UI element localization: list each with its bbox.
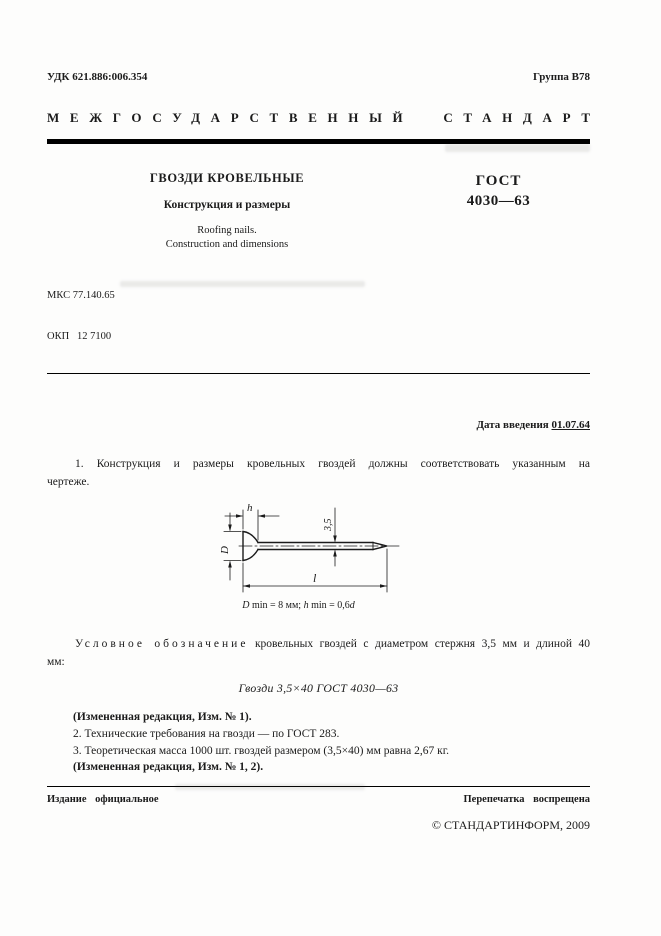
caption-text-1: min = 8 мм;: [249, 599, 304, 611]
document-subtitle: Конструкция и размеры: [163, 199, 291, 211]
reprint-note: Перепечатка воспрещена: [463, 794, 590, 805]
dim-label-D: D: [219, 545, 231, 554]
dim-label-diameter: 3,5: [323, 518, 334, 531]
designation-rest: кровельных гвоздей с диаметром стержня 3,5 мм и длиной 40 мм:: [47, 637, 590, 668]
paragraph-1: 1. Конструкция и размеры кровельных гвоздей должны соответствовать указанным на чертеже.: [47, 457, 590, 489]
dimension-diameter: [323, 508, 337, 566]
title-block: [47, 171, 590, 252]
caption-var-D: D: [242, 599, 250, 611]
designation-label: Условное обозначение: [75, 637, 249, 650]
nail-drawing-figure: [47, 500, 590, 611]
dim-label-h: h: [247, 501, 253, 514]
divider-thin: [47, 373, 590, 374]
title-column: [47, 171, 407, 252]
dim-label-length: l: [313, 570, 317, 585]
designation-example: Гвозди 3,5×40 ГОСТ 4030—63: [238, 681, 399, 696]
date-value: 01.07.64: [551, 418, 590, 431]
official-edition-note: Издание официальное: [47, 794, 159, 805]
scan-artifact: [445, 144, 590, 152]
group-code: Группа В78: [532, 71, 590, 83]
clause-2: 2. Технические требования на гвозди — по ГОСТ 283.: [73, 727, 340, 740]
standard-heading: [47, 110, 601, 126]
page-footer: [47, 786, 590, 833]
document-title: ГВОЗДИ КРОВЕЛЬНЫЕ: [149, 171, 305, 185]
introduction-date: [47, 419, 590, 431]
amendment-note-1: (Измененная редакция, Изм. № 1).: [73, 711, 252, 724]
dimension-h: [225, 502, 279, 540]
dimension-D: [219, 513, 241, 580]
caption-var-h: h: [303, 599, 309, 611]
classification-row: [47, 71, 590, 83]
designation-paragraph: [47, 635, 590, 672]
copyright-line: © СТАНДАРТИНФОРМ, 2009: [431, 818, 590, 832]
date-label: Дата введения: [476, 418, 552, 431]
clauses-list: [47, 709, 590, 776]
scan-artifact: [120, 281, 365, 287]
mks-code: МКС 77.140.65: [47, 289, 115, 301]
document-title-english: [47, 224, 407, 252]
gost-designation: [407, 171, 590, 252]
standard-heading-word-2: СТАНДАРТ: [443, 110, 601, 125]
title-en-line-1: Roofing nails.: [197, 225, 257, 236]
title-en-line-2: Construction and dimensions: [165, 239, 289, 251]
gost-number: 4030—63: [466, 193, 531, 209]
scan-artifact: [175, 784, 365, 790]
okp-code: ОКП 12 7100: [47, 330, 112, 342]
amendment-note-2: (Измененная редакция, Изм. № 1, 2).: [73, 761, 264, 774]
drawing-caption: [47, 600, 590, 611]
footer-row: [47, 794, 590, 805]
standard-heading-word-1: МЕЖГОСУДАРСТВЕННЫЙ: [47, 110, 414, 125]
nail-technical-drawing: [195, 500, 445, 600]
dimension-length: [243, 549, 387, 592]
clause-3: 3. Теоретическая масса 1000 шт. гвоздей размером (3,5×40) мм равна 2,67 кг.: [73, 744, 450, 757]
caption-var-d: d: [349, 599, 355, 611]
caption-text-2: min = 0,6: [308, 599, 350, 611]
gost-label: ГОСТ: [475, 173, 522, 189]
udk-code: УДК 621.886:006.354: [47, 71, 148, 83]
